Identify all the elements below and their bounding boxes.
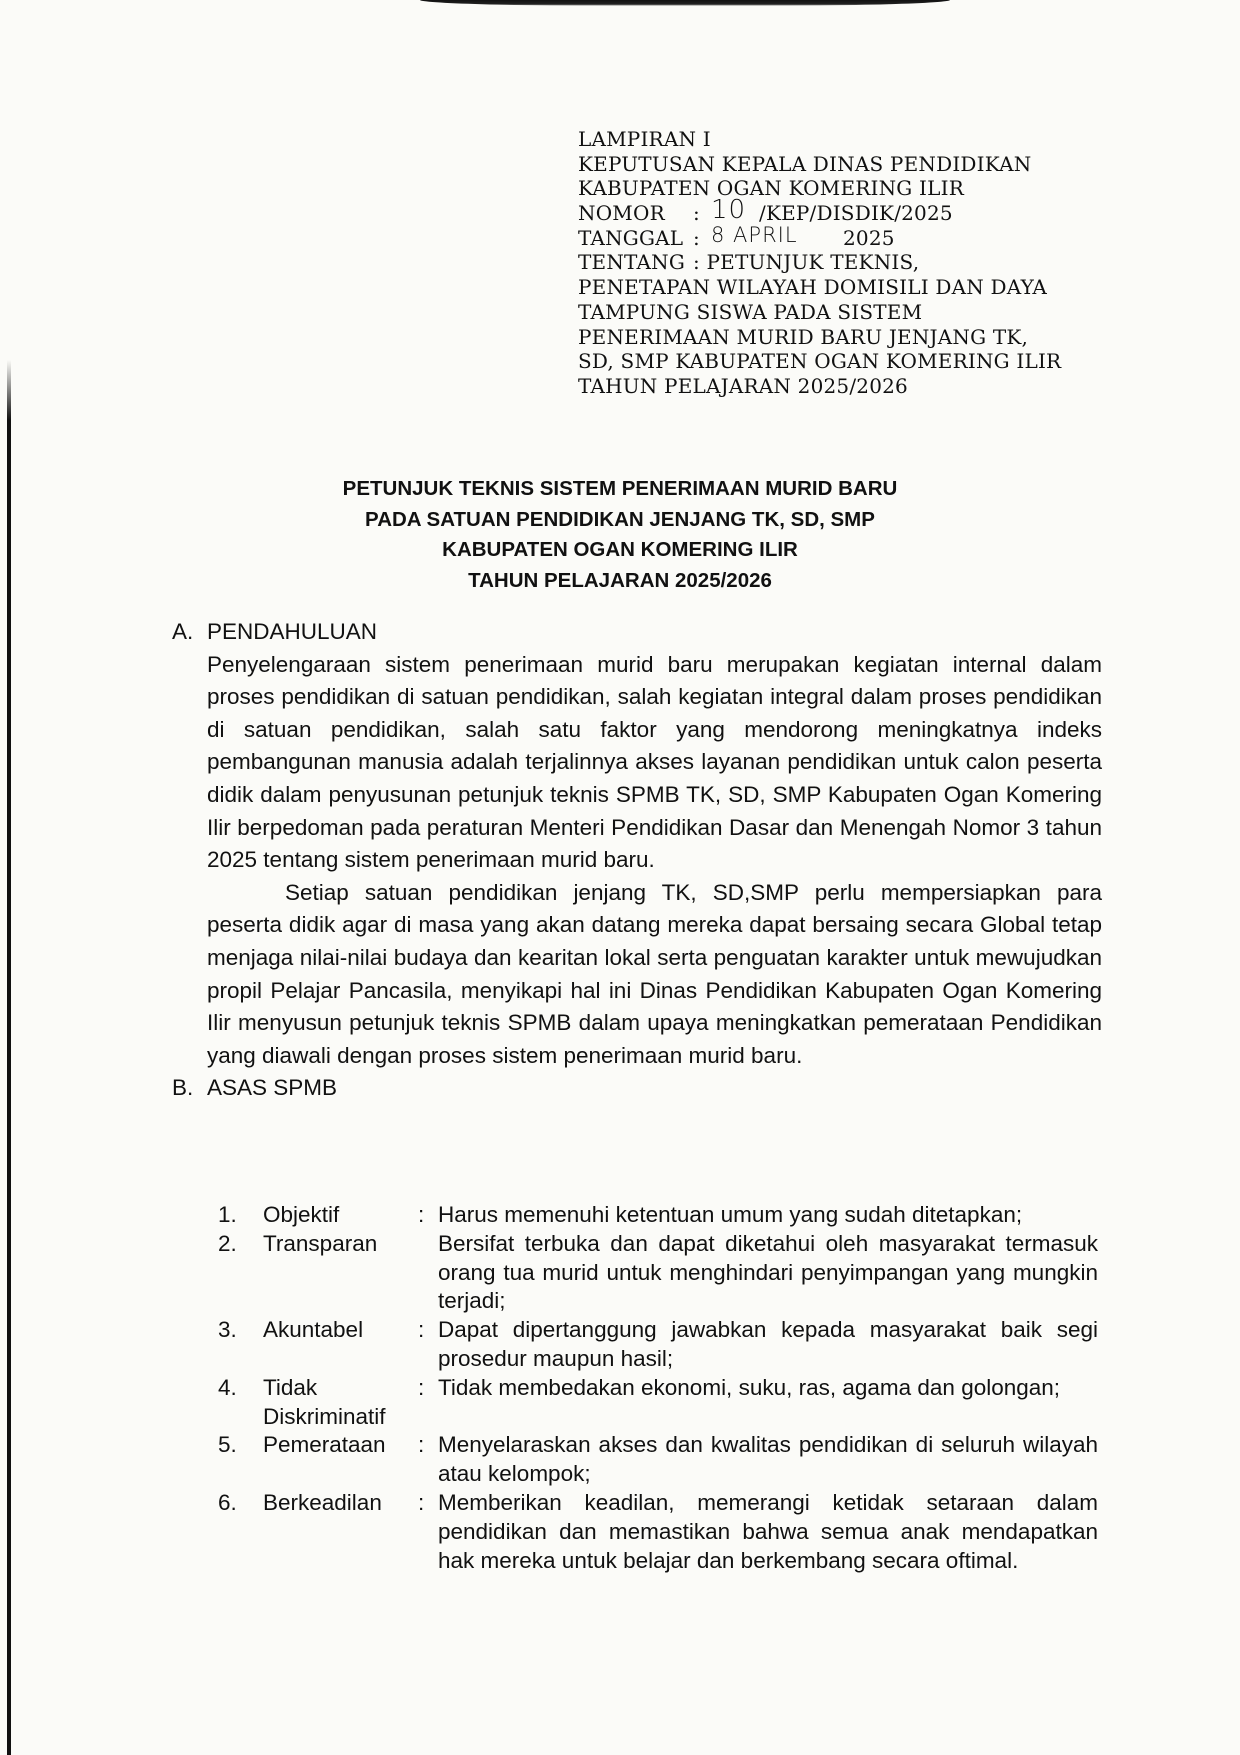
nomor-handwritten: 10 [711, 195, 747, 226]
lampiran-header [578, 127, 1061, 399]
list-item [218, 1201, 1098, 1230]
tanggal-handwritten: 8 APRIL [711, 222, 798, 247]
document-title [0, 474, 1240, 596]
item-description: Menyelaraskan akses dan kwalitas pendidikan di seluruh wilayah atau kelompok; [438, 1432, 1098, 1487]
item-number: 5. [218, 1432, 237, 1458]
tentang-first: : PETUNJUK TEKNIS, [693, 250, 920, 275]
item-colon: : [418, 1374, 425, 1400]
item-colon: : [418, 1489, 425, 1515]
asas-list [218, 1201, 1098, 1575]
tentang-line: PENETAPAN WILAYAH DOMISILI DAN DAYA [578, 275, 1048, 300]
item-colon: : [418, 1317, 425, 1343]
item-name: Transparan [263, 1230, 378, 1256]
tentang-row [578, 250, 1061, 275]
section-a-heading [172, 616, 1102, 649]
item-description: Bersifat terbuka dan dapat diketahui oleh masyarakat termasuk orang tua murid untuk menghindari penyimpangan yang mungkin terjadi; [438, 1230, 1098, 1314]
section-title: ASAS SPMB [207, 1075, 338, 1101]
item-colon: : [418, 1432, 425, 1458]
tanggal-year: 2025 [843, 225, 895, 250]
paragraph: Setiap satuan pendidikan jenjang TK, SD,SMP perlu mempersiapkan para peserta didik agar di masa yang akan datang mereka dapat bersaing secara Global tetap menjaga nilai-nilai budaya dan kearitan lokal serta penguatan karakter untuk mewujudkan propil Pelajar Pancasila, menyikapi hal ini Dinas Pendidikan Kabupaten Ogan Komering Ilir menyusun petunjuk teknis SPMB dalam upaya meningkatkan pemerataan Pendidikan yang diawali dengan proses sistem penerimaan murid baru. [207, 879, 1102, 1068]
tanggal-label: TANGGAL [578, 225, 684, 250]
tanggal-row [578, 222, 1061, 251]
title-line: PADA SATUAN PENDIDIKAN JENJANG TK, SD, SMP [365, 507, 875, 531]
item-name: Berkeadilan [263, 1489, 382, 1515]
lampiran-label: LAMPIRAN I [578, 127, 711, 151]
item-number: 4. [218, 1374, 237, 1400]
list-item [218, 1374, 1098, 1432]
title-line: KABUPATEN OGAN KOMERING ILIR [442, 538, 798, 561]
section-b-heading [172, 1072, 1102, 1105]
tentang-line: PENERIMAAN MURID BARU JENJANG TK, [578, 324, 1029, 349]
list-item [218, 1489, 1098, 1575]
nomor-colon: : [693, 201, 700, 226]
nomor-label: NOMOR [578, 201, 665, 226]
item-description: Dapat dipertanggung jawabkan kepada masyarakat baik segi prosedur maupun hasil; [438, 1317, 1098, 1371]
item-description: Harus memenuhi ketentuan umum yang sudah ditetapkan; [438, 1202, 1023, 1227]
item-number: 6. [218, 1489, 237, 1515]
item-colon: : [418, 1202, 425, 1227]
section-a [172, 616, 1102, 1105]
tentang-line: SD, SMP KABUPATEN OGAN KOMERING ILIR [578, 349, 1062, 374]
list-item [218, 1316, 1098, 1374]
section-letter: A. [172, 619, 194, 644]
tentang-label: TENTANG [578, 250, 686, 275]
item-description: Memberikan keadilan, memerangi ketidak setaraan dalam pendidikan dan memastikan bahwa semua anak mendapatkan hak mereka untuk belajar dan berkembang secara oftimal. [438, 1489, 1098, 1573]
item-name: Pemerataan [263, 1432, 386, 1458]
item-number: 2. [218, 1230, 237, 1256]
keputusan-line: KEPUTUSAN KEPALA DINAS PENDIDIKAN [578, 151, 1032, 176]
section-title: PENDAHULUAN [207, 619, 378, 644]
item-name: Akuntabel [263, 1317, 364, 1343]
item-name: Tidak Diskriminatif [263, 1374, 386, 1429]
title-line: PETUNJUK TEKNIS SISTEM PENERIMAAN MURID BARU [342, 477, 898, 500]
item-number: 3. [218, 1317, 237, 1343]
item-description: Tidak membedakan ekonomi, suku, ras, agama dan golongan; [438, 1374, 1061, 1400]
title-line: TAHUN PELAJARAN 2025/2026 [468, 568, 772, 592]
tanggal-colon: : [693, 225, 700, 250]
item-number: 1. [218, 1202, 237, 1227]
tentang-line: TAMPUNG SISWA PADA SISTEM [578, 299, 923, 324]
list-item [218, 1230, 1098, 1316]
paragraph: Penyelengaraan sistem penerimaan murid baru merupakan kegiatan internal dalam proses pendidikan di satuan pendidikan, salah kegiatan integral dalam proses pendidikan di satuan pendidikan, salah satu faktor yang mendorong meningkatnya indeks pembangunan manusia adalah terjalinnya akses layanan pendidikan untuk calon peserta didik dalam penyusunan petunjuk teknis SPMB TK, SD, SMP Kabupaten Ogan Komering Ilir berpedoman pada peraturan Menteri Pendidikan Dasar dan Menengah Nomor 3 tahun 2025 tentang sistem penerimaan murid baru. [207, 651, 1102, 873]
tentang-line: TAHUN PELAJARAN 2025/2026 [578, 373, 908, 398]
nomor-suffix: /KEP/DISDIK/2025 [759, 201, 953, 226]
scan-edge-top [420, 0, 950, 6]
item-colon [418, 1230, 438, 1316]
list-item [218, 1431, 1098, 1489]
section-letter: B. [172, 1075, 194, 1101]
item-name: Objektif [263, 1202, 340, 1227]
kabupaten-line: KABUPATEN OGAN KOMERING ILIR [578, 176, 964, 201]
